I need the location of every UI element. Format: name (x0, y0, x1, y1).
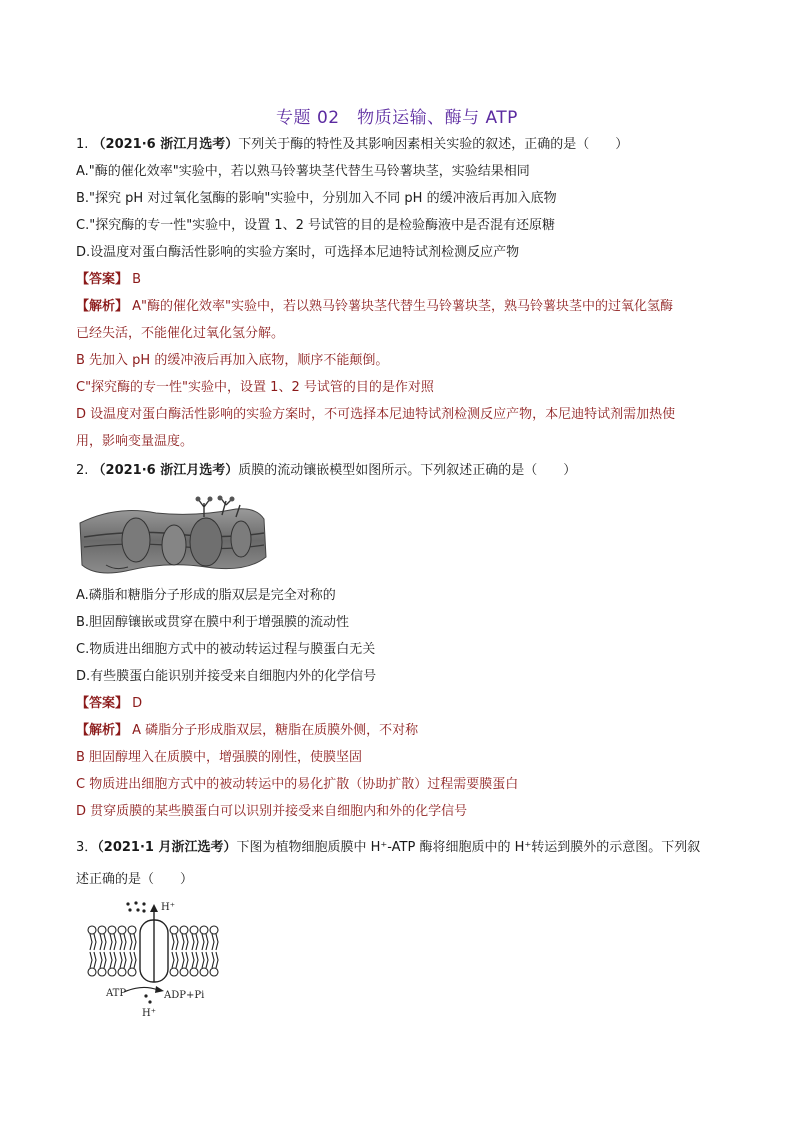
q3-source: （2021·1 月浙江选考） (97, 840, 237, 855)
q2-number: 2. (76, 463, 89, 478)
q2-answer (76, 695, 142, 713)
membrane-model-figure (76, 495, 268, 581)
q1-option-a: A."酶的催化效率"实验中，若以熟马铃薯块茎代替生马铃薯块茎，实验结果相同 (76, 164, 530, 179)
q3-stem (76, 839, 700, 857)
q2-option-a: A.磷脂和糖脂分子形成的脂双层是完全对称的 (76, 588, 336, 603)
q3-stem-line-2: 述正确的是（ ） (76, 872, 194, 887)
q2-analysis-line-2: B 胆固醇埋入在质膜中，增强膜的刚性，使膜坚固 (76, 750, 363, 765)
q2-source: （2021·6 浙江月选考） (92, 463, 239, 478)
q1-answer-label: 【答案】 (76, 272, 129, 287)
q2-stem-text: 质膜的流动镶嵌模型如图所示。下列叙述正确的是（ ） (238, 463, 577, 478)
q2-analysis-line-1 (76, 722, 418, 740)
q1-stem-text: 下列关于酶的特性及其影响因素相关实验的叙述，正确的是（ ） (238, 137, 629, 152)
q2-answer-value: D (132, 696, 143, 711)
q1-option-c: C."探究酶的专一性"实验中，设置 1、2 号试管的目的是检验酶液中是否混有还原糖 (76, 218, 555, 233)
q3-number: 3． (76, 840, 98, 855)
q1-analysis-line-5: D 设温度对蛋白酶活性影响的实验方案时，不可选择本尼迪特试剂检测反应产物，本尼迪特试剂需加热使 (76, 407, 676, 422)
q1-source: （2021·6 浙江月选考） (92, 137, 239, 152)
q2-analysis-line-4: D 贯穿质膜的某些膜蛋白可以识别并接受来自细胞内和外的化学信号 (76, 804, 468, 819)
page-title: 专题 02 物质运输、酶与 ATP (276, 108, 518, 128)
q2-option-d: D.有些膜蛋白能识别并接受来自细胞内外的化学信号 (76, 669, 377, 684)
q2-stem (76, 462, 576, 480)
q1-analysis-line-4: C"探究酶的专一性"实验中，设置 1、2 号试管的目的是作对照 (76, 380, 434, 395)
fig-label-h-bottom: H⁺ (142, 1008, 156, 1019)
q2-option-b: B.胆固醇镶嵌或贯穿在膜中利于增强膜的流动性 (76, 615, 350, 630)
q1-number: 1. (76, 137, 89, 152)
q1-analysis-line-1 (76, 298, 673, 316)
q1-option-b: B."探究 pH 对过氧化氢酶的影响"实验中，分别加入不同 pH 的缓冲液后再加入底物 (76, 191, 557, 206)
fig-label-atp: ATP (106, 988, 127, 999)
q1-analysis-line-3: B 先加入 pH 的缓冲液后再加入底物，顺序不能颠倒。 (76, 353, 389, 368)
q2-answer-label: 【答案】 (76, 696, 129, 711)
h-atpase-figure (84, 898, 224, 1020)
fig-label-adp-pi: ADP+Pi (164, 990, 205, 1001)
q1-analysis-line-2: 已经失活，不能催化过氧化氢分解。 (76, 326, 285, 341)
q1-answer-value: B (132, 272, 142, 287)
q1-stem (76, 136, 628, 154)
fig-label-h-top: H⁺ (161, 902, 175, 913)
q2-analysis-line-3: C 物质进出细胞方式中的被动转运中的易化扩散（协助扩散）过程需要膜蛋白 (76, 777, 519, 792)
q3-stem-text: 下图为植物细胞质膜中 H⁺-ATP 酶将细胞质中的 H⁺转运到膜外的示意图。下列叙 (236, 840, 701, 855)
q1-analysis-label: 【解析】 (76, 299, 129, 314)
q1-analysis-text-1: A"酶的催化效率"实验中，若以熟马铃薯块茎代替生马铃薯块茎，熟马铃薯块茎中的过氧化氢酶 (132, 299, 674, 314)
q2-option-c: C.物质进出细胞方式中的被动转运过程与膜蛋白无关 (76, 642, 376, 657)
q1-option-d: D.设温度对蛋白酶活性影响的实验方案时，可选择本尼迪特试剂检测反应产物 (76, 245, 520, 260)
q1-answer (76, 271, 141, 289)
q2-analysis-text-1: A 磷脂分子形成脂双层，糖脂在质膜外侧，不对称 (132, 723, 419, 738)
q2-analysis-label: 【解析】 (76, 723, 129, 738)
q1-analysis-line-6: 用，影响变量温度。 (76, 434, 194, 449)
